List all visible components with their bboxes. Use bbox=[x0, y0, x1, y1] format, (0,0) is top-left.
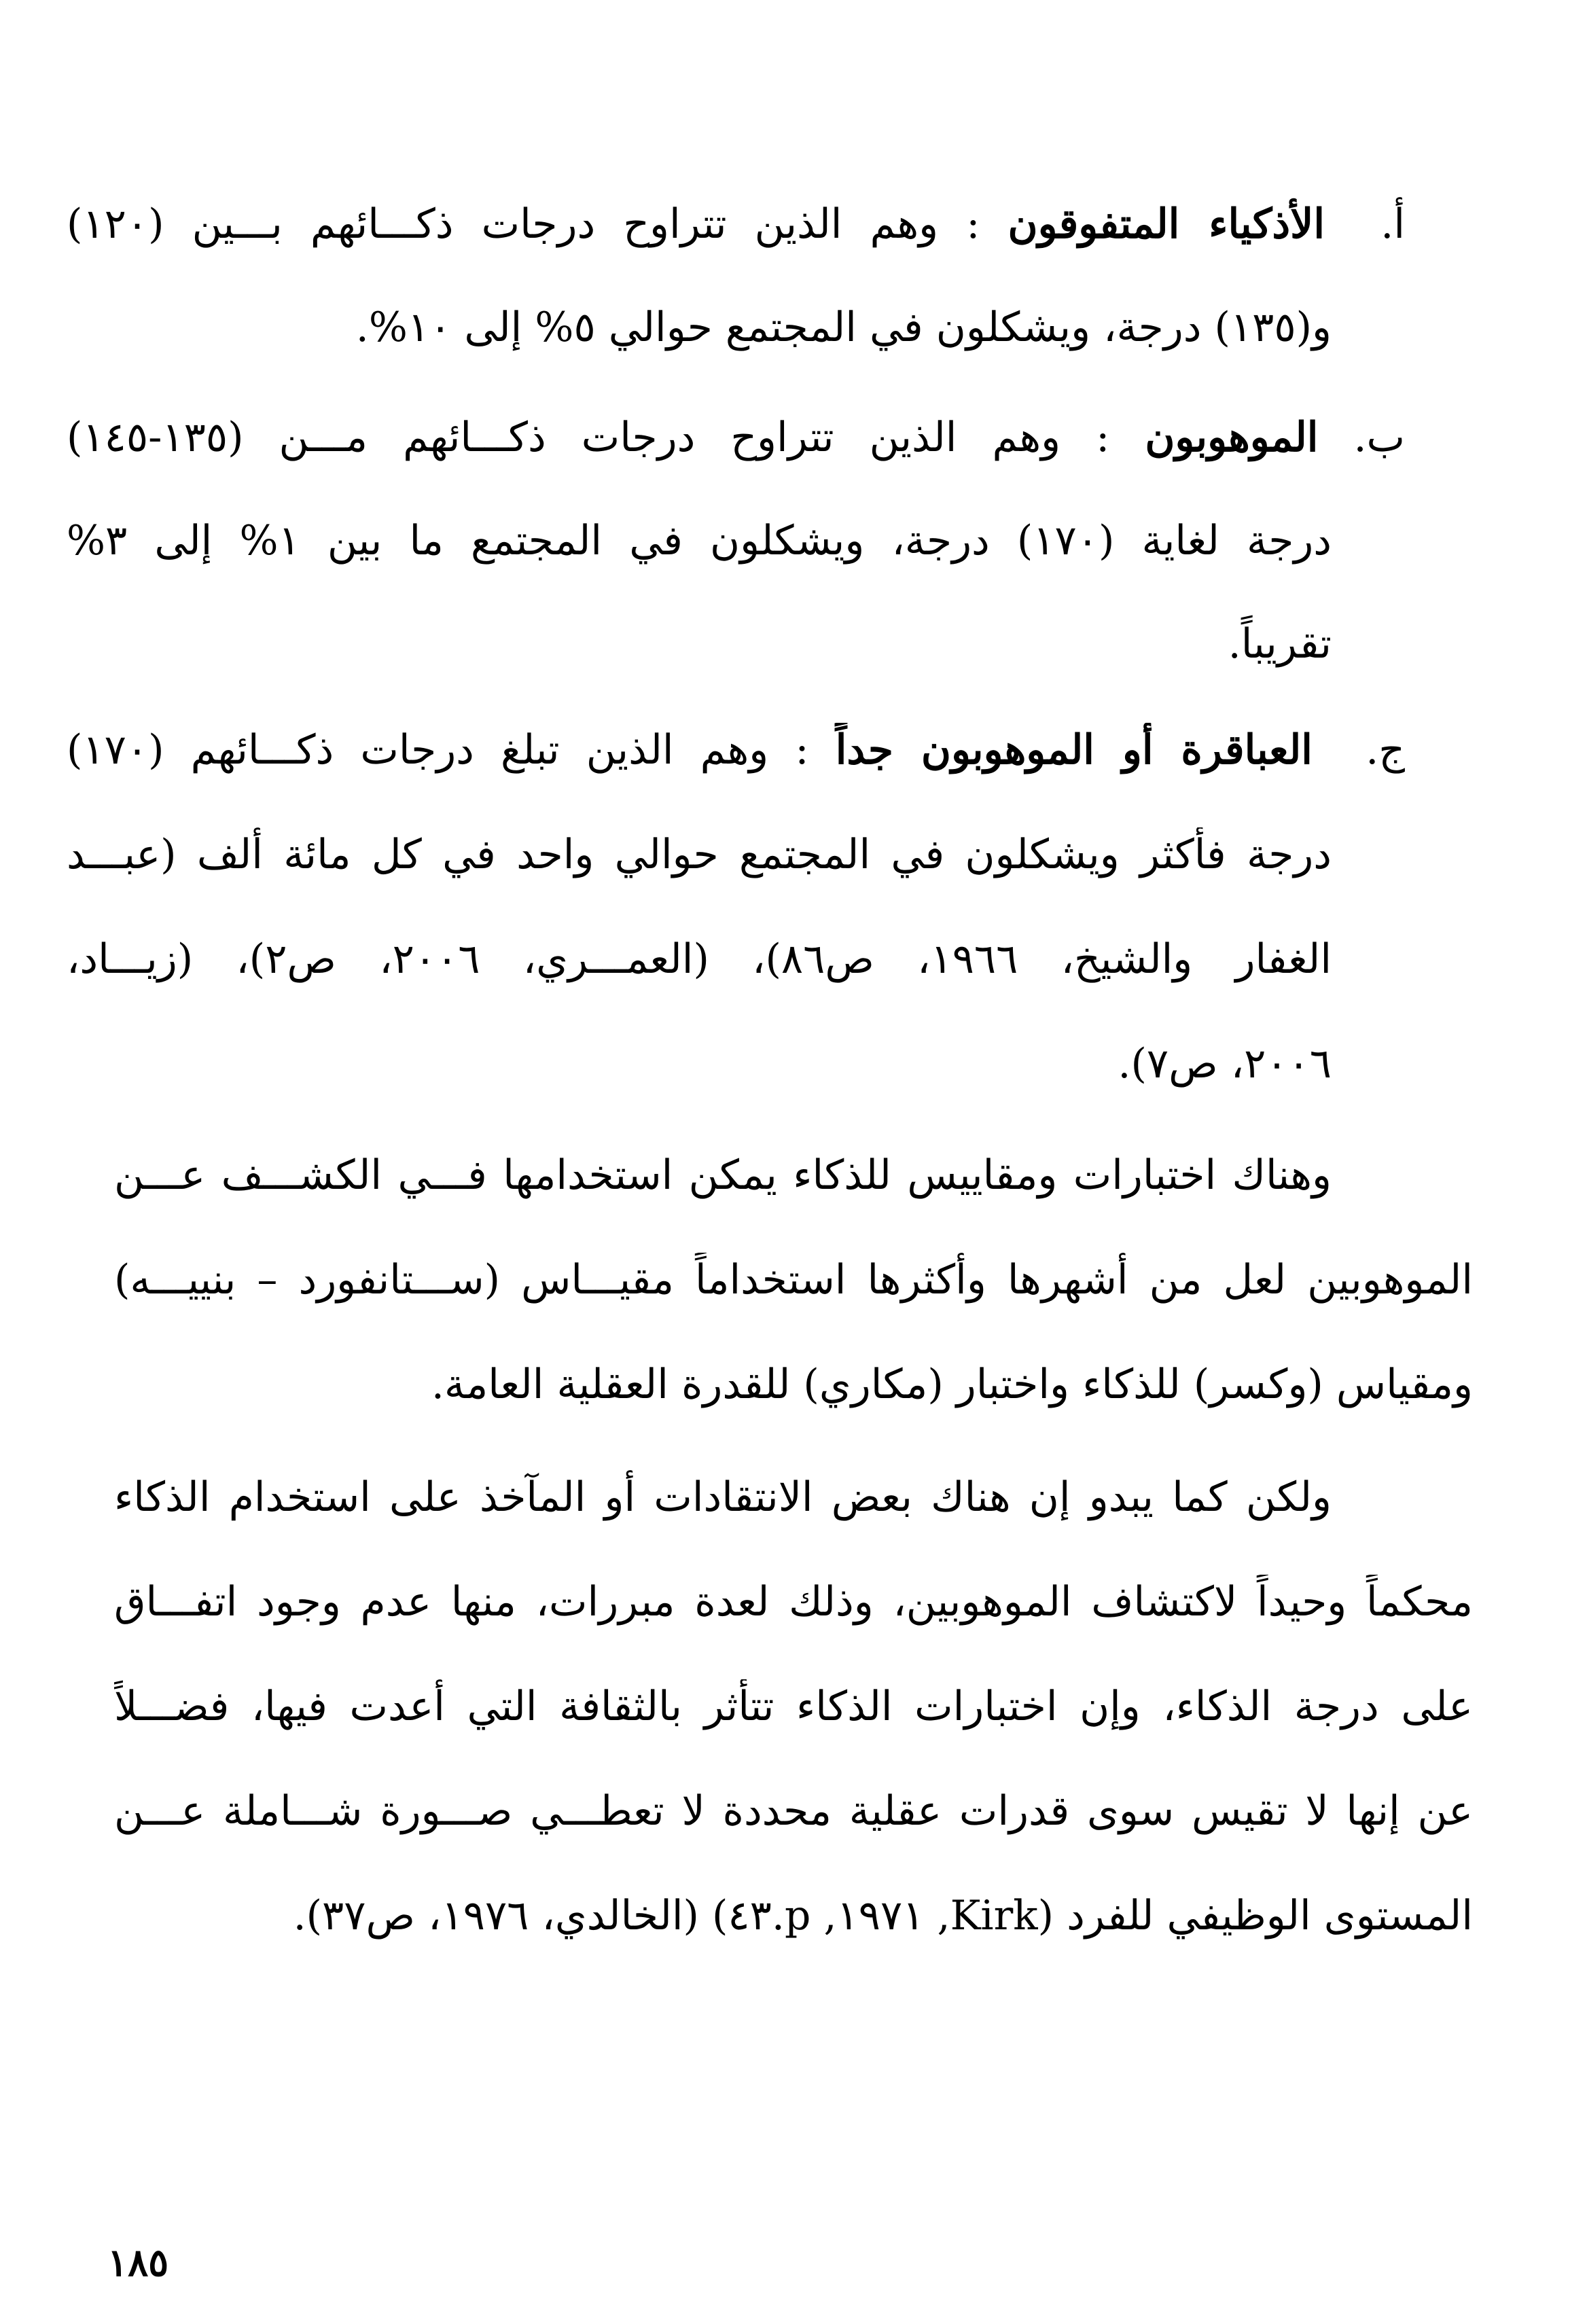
paragraph-2-line-5: المستوى الوظيفي للفرد (Kirk, ١٩٧١, p.٤٣) (الخالدي، ١٩٧٦، ص٣٧). bbox=[293, 1892, 1473, 1939]
list-item-b-line-3: تقريباً. bbox=[1228, 620, 1332, 668]
list-term: العباقرة أو الموهوبون جداً bbox=[835, 726, 1313, 774]
list-text: : وهم الذين تتراوح درجات ذكـــائهم مـــن (١٣٥-١٤٥) bbox=[67, 414, 1145, 461]
paragraph-2-line-2: محكماً وحيداً لاكتشاف الموهوبين، وذلك لعدة مبررات، منها عدم وجود اتفـــاق bbox=[114, 1578, 1473, 1626]
list-item-c-line-4: ٢٠٠٦، ص٧). bbox=[1118, 1040, 1332, 1088]
paragraph-2-line-3: على درجة الذكاء، وإن اختبارات الذكاء تتأثر بالثقافة التي أعدت فيها، فضـــلاً bbox=[114, 1683, 1473, 1730]
list-item-b-line-2: درجة لغاية (١٧٠) درجة، ويشكلون في المجتمع ما بين ١% إلى ٣% bbox=[67, 517, 1332, 565]
paragraph-1-line-3: ومقياس (وكسر) للذكاء واختبار (مكاري) للقدرة العقلية العامة. bbox=[431, 1361, 1473, 1408]
paragraph-2-line-4: عن إنها لا تقيس سوى قدرات عقلية محددة لا تعطـــي صـــورة شـــاملة عـــن bbox=[114, 1787, 1473, 1835]
list-marker: ب. bbox=[1353, 414, 1405, 461]
list-item-a-line-1 bbox=[67, 197, 1405, 251]
list-marker: ج. bbox=[1366, 726, 1405, 774]
paragraph-1-line-1: وهناك اختبارات ومقاييس للذكاء يمكن استخدامها فـــي الكشـــف عـــن bbox=[114, 1151, 1332, 1199]
list-item-c-line-3: الغفار والشيخ، ١٩٦٦، ص٨٦)، (العمـــري، ٢٠٠٦، ص٢)، (زيـــاد، bbox=[67, 935, 1332, 983]
list-item-c-line-2: درجة فأكثر ويشكلون في المجتمع حوالي واحد في كل مائة ألف (عبـــد bbox=[67, 831, 1332, 878]
list-term: الموهوبون bbox=[1145, 414, 1319, 461]
list-text: : وهم الذين تتراوح درجات ذكـــائهم بـــين (١٢٠) bbox=[67, 200, 1008, 248]
paragraph-2-line-1: ولكن كما يبدو إن هناك بعض الانتقادات أو المآخذ على استخدام الذكاء bbox=[114, 1473, 1332, 1521]
list-item-b-line-1 bbox=[67, 410, 1405, 465]
list-text: : وهم الذين تبلغ درجات ذكـــائهم (١٧٠) bbox=[67, 726, 836, 774]
list-marker: أ. bbox=[1380, 200, 1405, 248]
list-item-c-line-1 bbox=[67, 723, 1405, 777]
list-item-a-line-2: و(١٣٥) درجة، ويشكلون في المجتمع حوالي ٥% إلى ١٠%. bbox=[355, 304, 1332, 351]
page-number: ١٨٥ bbox=[107, 2240, 169, 2285]
paragraph-1-line-2: الموهوبين لعل من أشهرها وأكثرها استخداماً مقيـــاس (ســـتانفورد – بنييـــه) bbox=[114, 1256, 1473, 1304]
list-term: الأذكياء المتفوقون bbox=[1008, 200, 1325, 248]
